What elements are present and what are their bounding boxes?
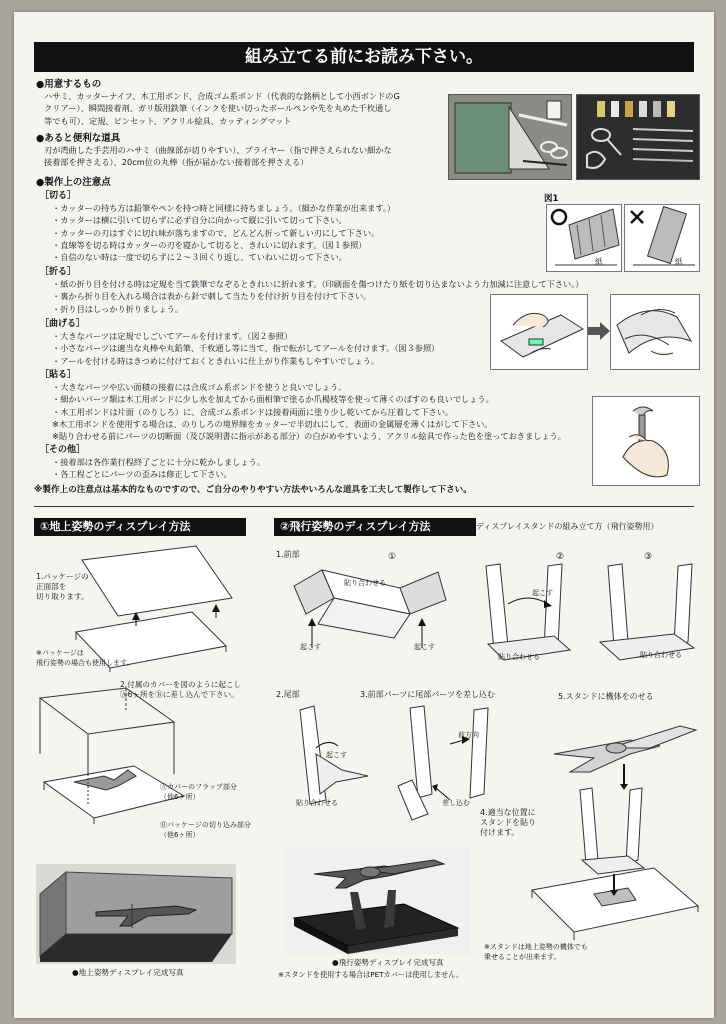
insert-small-label: 差し込む	[442, 799, 470, 807]
stand-step2-diagram	[478, 560, 574, 664]
page-title: 組み立てる前にお読み下さい。	[34, 42, 694, 72]
fig1-correct: 紙	[546, 204, 622, 272]
fig1-label: 図1	[544, 194, 559, 204]
circle1: ①	[388, 552, 397, 562]
cover-assembly-diagram	[24, 674, 204, 834]
step-tail: 2.尾部	[276, 690, 300, 699]
bend-text: ・大きなパーツは定規でしごいてアールを付けます。（図２参照） ・小さなパーツは適当な丸棒や丸鉛筆、千枚通し等に当て、指で転がしてアールを付けます。（図３参照） ・アールを付ける時はきつめに付けておくときれいに仕上がり作業もしやすいでしょう。	[52, 331, 440, 366]
prepare-heading: ●用意するもの	[36, 79, 102, 90]
notes-heading: ●製作上の注意点	[36, 177, 111, 188]
cut-text: ・カッターの持ち方は鉛筆やペンを持つ時と同様に持ちましょう。（細かな作業が出来ます。） ・カッターは横に引いて切らずに必ず自分に向かって縦に引いて切って下さい。 ・カッターの刃はすぐに切れ味が落ちますので、どんどん折って新しい刃にして下さい。 ・直線等を切る時はカッターの刃を寝かして切ると、きれいに切れます。（図１参照） ・自信のない時は一度で切らずに２〜３回くり返し、ていねいに切って下さい。	[52, 203, 396, 263]
stand-step3-left	[608, 564, 628, 646]
convenient-text: 刃が湾曲した手芸用のハサミ（曲線部が切りやすい）、プライヤー（指で押さえられない細かな 接着部を押さえる）、20cm位の丸棒（指が届かない接着部を押さえる）	[44, 145, 392, 168]
raise-label-1: 起こす	[300, 643, 321, 651]
other-label: ［その他］	[40, 445, 86, 455]
note-pet: ※スタンドを使用する場合はPETカバーは使用しません。	[278, 970, 464, 979]
step-insert: 3.前部パーツに尾部パーツを差し込む	[360, 690, 495, 699]
fig2-left	[490, 294, 588, 370]
ground-note1: ※パッケージは 飛行姿勢の場合も使用します。	[36, 649, 134, 667]
step-mount: 5.スタンドに機体をのせる	[558, 692, 654, 701]
step-front: 1.前部	[276, 550, 300, 559]
paste-label-front: 貼り合わせる	[344, 579, 386, 587]
step-attach: 4.適当な位置に スタンドを貼り 付けます。	[480, 808, 536, 837]
paste-label-3: 貼り合わせる	[640, 651, 682, 659]
forward-label: 前方向	[458, 731, 479, 739]
circle2: ②	[556, 552, 565, 562]
notes-footer: ※製作上の注意点は基本的なものですので、ご自分のやりやすい方法やいろんな道具を工夫して製作して下さい。	[34, 485, 472, 495]
convenient-heading: ●あると便利な道具	[36, 133, 121, 144]
fig1-wrong: 紙	[624, 204, 700, 272]
note-ground: ※スタンドは地上姿勢の機体でも 乗せることが出来ます。	[484, 943, 588, 961]
fold-text: ・紙の折り目を付ける時は定規を当て鉄筆でなぞるときれいに折れます。（印刷面を傷つけたり紙を切り込まないよう力加減に注意して下さい。） ・裏から折り目を入れる場合は表から針で刺して当たりを付け折り目を付けて下さい。 ・折り目はしっかり折りましょう。	[52, 279, 584, 314]
ground-step1: 1.パッケージの 正面部を 切り取ります。	[36, 572, 89, 601]
tools-photo-1	[448, 94, 572, 180]
ground-display-title: ①地上姿勢のディスプレイ方法	[34, 518, 246, 536]
paste-label-tail: 貼り合わせる	[296, 799, 338, 807]
ground-caption: ●地上姿勢ディスプレイ完成写真	[72, 968, 184, 977]
raise-label-tail: 起こす	[326, 751, 347, 759]
fig2-arrow-icon	[588, 322, 610, 340]
paste-text: ・大きなパーツや広い面積の接着には合成ゴム系ボンドを使うと良いでしょう。 ・細かいパーツ類は木工用ボンドに少し水を加えてから面相筆で塗るか爪楊枝等を使って薄くのばすのも良いでしょう。 ・木工用ボンドは片面（のりしろ）に、合成ゴム系ボンドは接着両面に塗り少し乾いてから圧着して下さい。 ※木工用ボンドを使用する場合は、のりしろの境界線をカッターで半切れにして、表面の金属層を薄くはがして下さい。 ※貼り合わせる前にパーツの切断面（及び説明書に指示がある部分）の白がめやすいよう、アクリル絵具で作った色を塗っておきましょう。	[52, 382, 566, 442]
stand-on-base-diagram	[524, 782, 700, 956]
fig3	[592, 396, 700, 486]
stand-step3-right	[674, 564, 692, 646]
fig2-right	[610, 294, 700, 370]
raise-label-3: 起こす	[532, 589, 553, 597]
section-divider	[34, 506, 694, 507]
flight-display-photo	[284, 848, 470, 954]
cut-label: ［切る］	[40, 191, 77, 201]
instruction-sheet	[14, 12, 714, 1018]
bend-label: ［曲げる］	[40, 319, 86, 329]
prepare-text: ハサミ、カッターナイフ、木工用ボンド、合成ゴム系ボンド（代表的な銘柄として小西ボンドのG クリアー）、瞬間接着剤、ガリ版用鉄筆（インクを使い切ったボールペンや先を丸めた千枚通し 等でも可）、定規、ピンセット、アクリル絵具、カッティングマット	[44, 91, 400, 126]
flight-display-title: ②飛行姿勢のディスプレイ方法	[274, 518, 476, 536]
circle3: ③	[644, 552, 653, 562]
paste-label: ［貼る］	[40, 370, 77, 380]
stand-assembly-title: ディスプレイスタンドの組み立て方（飛行姿勢用）	[476, 522, 659, 531]
plane-diagram	[550, 706, 700, 790]
ground-display-photo	[36, 864, 236, 964]
tools-photo-2	[576, 94, 700, 180]
paste-label-2: 貼り合わせる	[498, 653, 540, 661]
label-a: Ⓐカバーのフラップ部分 （他6ヶ所）	[160, 783, 237, 801]
flight-caption: ●飛行姿勢ディスプレイ完成写真	[332, 958, 444, 967]
raise-label-2: 起こす	[414, 643, 435, 651]
fold-label: ［折る］	[40, 267, 77, 277]
label-b: Ⓑパッケージの切り込み部分 （他6ヶ所）	[160, 821, 251, 839]
other-text: ・接着部は各作業行程終了ごとに十分に乾かしましょう。 ・各工程ごとにパーツの歪みは修正して下さい。	[52, 457, 265, 480]
ground-step2: 2.付属のカバーを図のように起こし Ⓐ6ヶ所をⒷに差し込んで下さい。	[120, 680, 242, 699]
